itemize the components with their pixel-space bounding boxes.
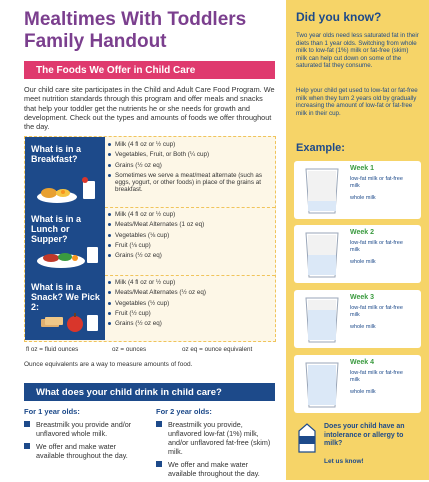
week-label: Week 1 (350, 165, 374, 172)
one-year-olds-column (24, 407, 142, 464)
snack-header (25, 275, 105, 340)
week-whole-milk-label: whole milk (350, 389, 376, 395)
milk-glass-icon (304, 231, 340, 279)
list-item: Vegetables (½ cup) (107, 300, 272, 307)
week-low-fat-label: low-fat milk or fat-free milk (350, 240, 403, 253)
week-low-fat-label: low-fat milk or fat-free milk (350, 370, 403, 383)
breakfast-title: What is in a Breakfast? (31, 144, 82, 164)
week-card-3 (294, 290, 421, 348)
list-item: Grains (½ oz eq) (107, 162, 272, 169)
week-card-2 (294, 225, 421, 283)
milk-glass-icon (304, 167, 340, 215)
list-item: Grains (½ oz eq) (107, 320, 272, 327)
footnote-fl-oz: fl oz = fluid ounces (26, 346, 79, 353)
list-item: Grains (½ oz eq) (107, 252, 272, 259)
intro-paragraph: Our child care site participates in the Child and Adult Care Food Program. We meet nutrition standards through this program and offer meals and snacks that help your toddler get the nutrients he or she needs for growth and development. Check out the types and amounts of foods we offer throughout the day. (24, 85, 275, 132)
week-label: Week 4 (350, 359, 374, 366)
milk-carton-icon (296, 423, 318, 453)
list-item: Vegetables, Fruit, or Both (¼ cup) (107, 151, 272, 158)
list-item: Meats/Meat Alternates (½ oz eq) (107, 289, 272, 296)
allergy-question: Does your child have an intolerance or allergy to milk? (324, 423, 405, 447)
list-item: Vegetables (⅛ cup) (107, 232, 272, 239)
snack-row (25, 275, 275, 340)
drinks-section-banner: What does your child drink in child care? (24, 383, 275, 401)
milk-glass-icon (304, 361, 340, 409)
week-whole-milk-label: whole milk (350, 259, 376, 265)
milk-glass-icon (304, 296, 340, 344)
snack-food-illustration (27, 307, 105, 337)
breakfast-items (107, 141, 272, 197)
sidebar-paragraph-1: Two year olds need less saturated fat in their diets than 1 year olds. Switching from whole milk to low-fat (1%) milk or fat-free (skim) milk can help cut down on some of the saturated fat they consume. (296, 32, 419, 70)
example-heading: Example: (296, 142, 345, 154)
week-label: Week 3 (350, 294, 374, 301)
week-low-fat-label: low-fat milk or fat-free milk (350, 176, 403, 189)
footnote-oz-eq: oz eq = ounce equivalent (182, 346, 253, 353)
list-item: Meats/Meat Alternates (1 oz eq) (107, 221, 272, 228)
week-whole-milk-label: whole milk (350, 195, 376, 201)
sidebar-paragraph-2: Help your child get used to low-fat or fat-free milk when they turn 2 years old by gradually increasing the amount of low-fat or fat-free milk in their cup. (296, 87, 418, 117)
let-us-know: Let us know! (324, 458, 364, 465)
list-item: We offer and make water available throughout the day. (156, 460, 274, 478)
one-year-olds-list (24, 420, 142, 460)
lunch-food-illustration (27, 237, 105, 271)
meal-table (24, 136, 276, 342)
two-year-olds-heading: For 2 year olds: (156, 407, 212, 416)
list-item: Breastmilk you provide and/or unflavored whole milk. (24, 420, 142, 438)
two-year-olds-column (156, 407, 274, 482)
page-title: Mealtimes With Toddlers Family Handout (24, 9, 247, 52)
footnote-oz: oz = ounces (112, 346, 147, 353)
list-item: Breastmilk you provide, unflavored low-fat (1%) milk, and/or unflavored fat-free (skim) milk. (156, 420, 274, 456)
lunch-header (25, 207, 105, 275)
breakfast-header (25, 137, 105, 207)
snack-items (107, 279, 272, 330)
list-item: Milk (4 fl oz or ½ cup) (107, 141, 272, 148)
sidebar-heading: Did you know? (296, 10, 382, 24)
week-whole-milk-label: whole milk (350, 324, 376, 330)
list-item: We offer and make water available throughout the day. (24, 442, 142, 460)
week-low-fat-label: low-fat milk or fat-free milk (350, 305, 403, 318)
list-item: Sometimes we serve a meat/meat alternate (such as eggs, yogurt, or other foods) in place of the grains at breakfast. (107, 172, 272, 194)
ounce-note: Ounce equivalents are a way to measure amounts of food. (24, 361, 193, 368)
breakfast-row (25, 137, 275, 207)
breakfast-food-illustration (27, 171, 105, 205)
list-item: Fruit (½ cup) (107, 310, 272, 317)
week-card-4 (294, 355, 421, 413)
one-year-olds-heading: For 1 year olds: (24, 407, 80, 416)
did-you-know-sidebar (286, 0, 429, 480)
list-item: Milk (4 fl oz or ½ cup) (107, 211, 272, 218)
lunch-items (107, 211, 272, 262)
lunch-row (25, 207, 275, 275)
list-item: Fruit (⅛ cup) (107, 242, 272, 249)
lunch-title: What is in a Lunch or Supper? (31, 214, 82, 244)
week-label: Week 2 (350, 229, 374, 236)
list-item: Milk (4 fl oz or ½ cup) (107, 279, 272, 286)
snack-title: What is in a Snack? We Pick 2: (31, 282, 100, 312)
foods-section-banner: The Foods We Offer in Child Care (24, 61, 275, 79)
two-year-olds-list (156, 420, 274, 478)
week-card-1 (294, 161, 421, 219)
